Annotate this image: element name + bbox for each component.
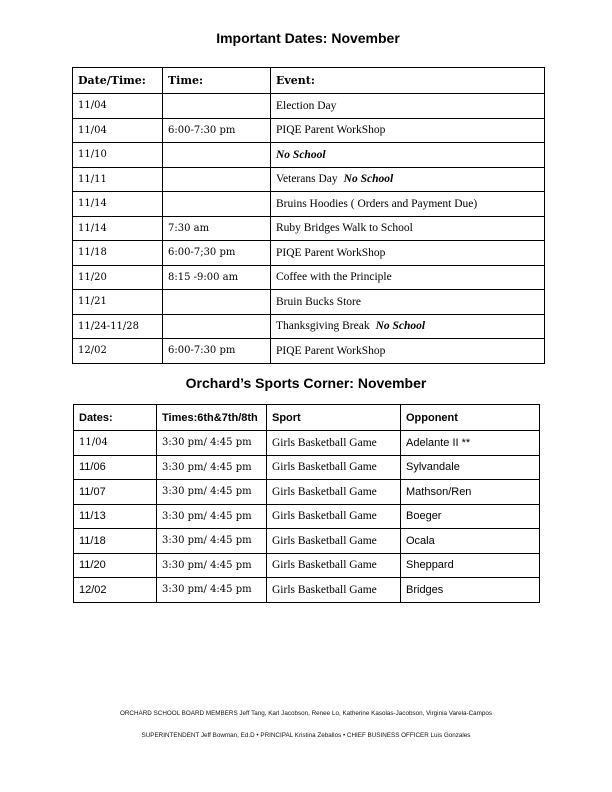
game-time: 3:30 pm/ 4:45 pm xyxy=(157,578,267,603)
game-time: 3:30 pm/ 4:45 pm xyxy=(157,553,267,578)
event-time: 7:30 am xyxy=(163,216,271,241)
event-cell xyxy=(271,192,545,217)
header-time: Time: xyxy=(163,68,271,94)
table-row xyxy=(74,455,540,480)
table-row xyxy=(73,290,545,315)
event-time xyxy=(163,94,271,119)
event-label: Election Day xyxy=(276,99,337,112)
event-cell xyxy=(271,241,545,266)
event-time: 6:00-7:30 pm xyxy=(163,118,271,143)
header-opponent: Opponent xyxy=(401,405,540,431)
game-sport: Girls Basketball Game xyxy=(267,578,401,603)
table-row xyxy=(73,94,545,119)
event-cell xyxy=(271,265,545,290)
game-time: 3:30 pm/ 4:45 pm xyxy=(157,431,267,456)
game-sport: Girls Basketball Game xyxy=(267,529,401,554)
game-opponent: Boeger xyxy=(401,504,540,529)
event-date: 11/14 xyxy=(73,216,163,241)
game-date: 12/02 xyxy=(74,578,157,603)
footer-board-members: ORCHARD SCHOOL BOARD MEMBERS Jeff Tang, Karl Jacobson, Renee Lo, Katherine Kasolas-Jacobson, Virginia Varela-Campos xyxy=(119,710,493,717)
event-date: 12/02 xyxy=(73,339,163,364)
event-date: 11/18 xyxy=(73,241,163,266)
game-time: 3:30 pm/ 4:45 pm xyxy=(157,504,267,529)
event-label: PIQE Parent WorkShop xyxy=(276,124,386,137)
event-time xyxy=(163,143,271,168)
event-date: 11/10 xyxy=(73,143,163,168)
no-school-badge: No School xyxy=(343,173,394,186)
header-event: Event: xyxy=(271,68,545,94)
table-row xyxy=(74,431,540,456)
no-school-badge: No School xyxy=(276,148,326,161)
event-time: 8:15 -9:00 am xyxy=(163,265,271,290)
sports-title: Orchard’s Sports Corner: November xyxy=(185,375,427,391)
event-cell xyxy=(271,339,545,364)
event-label: Coffee with the Principle xyxy=(276,271,392,284)
footer-administration: SUPERINTENDENT Jeff Bowman, Ed.D • PRINCIPAL Kristina Zeballos • CHIEF BUSINESS OFFICER Luis Gonzales xyxy=(141,732,471,739)
event-time xyxy=(163,290,271,315)
event-date: 11/04 xyxy=(73,118,163,143)
game-time: 3:30 pm/ 4:45 pm xyxy=(157,455,267,480)
header-date: Date/Time: xyxy=(73,68,163,94)
event-time xyxy=(163,192,271,217)
event-time: 6:00-7;30 pm xyxy=(163,241,271,266)
event-date: 11/11 xyxy=(73,167,163,192)
game-time: 3:30 pm/ 4:45 pm xyxy=(157,529,267,554)
event-label: Veterans Day xyxy=(276,173,338,186)
table-row xyxy=(73,167,545,192)
game-opponent: Sheppard xyxy=(401,553,540,578)
event-date: 11/24-11/28 xyxy=(73,314,163,339)
game-sport: Girls Basketball Game xyxy=(267,504,401,529)
game-sport: Girls Basketball Game xyxy=(267,480,401,505)
table-row xyxy=(73,265,545,290)
game-opponent: Bridges xyxy=(401,578,540,603)
game-time: 3:30 pm/ 4:45 pm xyxy=(157,480,267,505)
table-row xyxy=(73,339,545,364)
event-label: Ruby Bridges Walk to School xyxy=(276,222,413,235)
game-date: 11/07 xyxy=(74,480,157,505)
event-cell xyxy=(271,314,545,339)
event-label: PIQE Parent WorkShop xyxy=(276,344,386,357)
header-times: Times:6th&7th/8th xyxy=(157,405,267,431)
event-cell xyxy=(271,118,545,143)
header-sport: Sport xyxy=(267,405,401,431)
game-opponent: Mathson/Ren xyxy=(401,480,540,505)
event-time xyxy=(163,314,271,339)
event-cell xyxy=(271,290,545,315)
table-row xyxy=(74,480,540,505)
event-cell xyxy=(271,216,545,241)
table-row xyxy=(74,553,540,578)
game-sport: Girls Basketball Game xyxy=(267,553,401,578)
event-date: 11/21 xyxy=(73,290,163,315)
table-row xyxy=(74,504,540,529)
table-row xyxy=(74,578,540,603)
table-row xyxy=(73,216,545,241)
game-opponent: Sylvandale xyxy=(401,455,540,480)
table-row xyxy=(74,529,540,554)
event-label: Bruins Hoodies ( Orders and Payment Due) xyxy=(276,197,478,210)
game-date: 11/20 xyxy=(74,553,157,578)
table-row xyxy=(73,314,545,339)
event-date: 11/20 xyxy=(73,265,163,290)
event-time xyxy=(163,167,271,192)
event-label: Bruin Bucks Store xyxy=(276,295,361,308)
game-date: 11/04 xyxy=(74,431,157,456)
table-header-row xyxy=(74,405,540,431)
game-date: 11/06 xyxy=(74,455,157,480)
event-time: 6:00-7:30 pm xyxy=(163,339,271,364)
table-row xyxy=(73,118,545,143)
game-sport: Girls Basketball Game xyxy=(267,431,401,456)
game-opponent: Ocala xyxy=(401,529,540,554)
game-sport: Girls Basketball Game xyxy=(267,455,401,480)
event-cell xyxy=(271,167,545,192)
sports-table xyxy=(73,404,540,603)
table-header-row xyxy=(73,68,545,94)
event-cell xyxy=(271,143,545,168)
event-date: 11/04 xyxy=(73,94,163,119)
table-row xyxy=(73,192,545,217)
event-label: Thanksgiving Break xyxy=(276,320,370,333)
event-date: 11/14 xyxy=(73,192,163,217)
game-date: 11/13 xyxy=(74,504,157,529)
event-cell xyxy=(271,94,545,119)
game-opponent: Adelante II ** xyxy=(401,431,540,456)
no-school-badge: No School xyxy=(375,320,426,333)
events-title: Important Dates: November xyxy=(216,30,400,46)
header-dates: Dates: xyxy=(74,405,157,431)
game-date: 11/18 xyxy=(74,529,157,554)
table-row xyxy=(73,143,545,168)
table-row xyxy=(73,241,545,266)
important-dates-table xyxy=(72,67,545,364)
event-label: PIQE Parent WorkShop xyxy=(276,246,386,259)
